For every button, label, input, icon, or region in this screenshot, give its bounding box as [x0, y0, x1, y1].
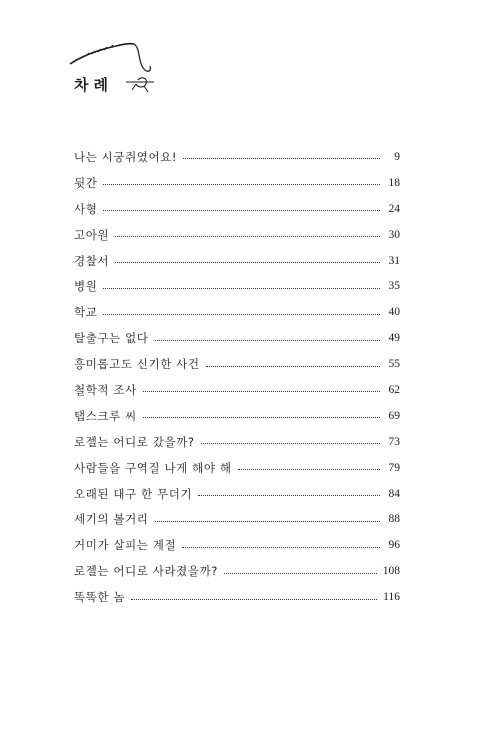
dot-leader	[103, 210, 380, 211]
toc-entry	[74, 377, 400, 403]
toc-entry-title: 탭스크루 씨	[74, 408, 137, 423]
table-of-contents	[74, 144, 400, 610]
toc-entry-title: 나는 시궁쥐였어요!	[74, 149, 178, 164]
toc-entry-page: 96	[388, 539, 400, 552]
toc-entry-title: 병원	[74, 279, 98, 294]
toc-entry-page: 116	[383, 591, 400, 604]
toc-entry	[74, 351, 400, 377]
toc-header	[64, 38, 184, 108]
toc-entry-page: 69	[388, 409, 400, 422]
toc-entry-title: 경찰서	[74, 253, 110, 268]
dot-leader	[143, 417, 380, 418]
toc-entry-page: 35	[388, 280, 400, 293]
dot-leader	[201, 443, 380, 444]
toc-entry-title: 학교	[74, 305, 98, 320]
toc-entry-page: 84	[388, 487, 400, 500]
toc-entry-title: 로젤는 어디로 갔을까?	[74, 434, 195, 449]
toc-entry-page: 79	[388, 461, 400, 474]
toc-entry	[74, 558, 400, 584]
dot-leader	[182, 547, 380, 548]
toc-entry-title: 철학적 조사	[74, 382, 137, 397]
dot-leader	[198, 495, 380, 496]
toc-entry-title: 사형	[74, 201, 98, 216]
toc-entry-title: 세기의 볼거리	[74, 512, 149, 527]
toc-entry	[74, 506, 400, 532]
toc-entry-page: 88	[388, 513, 400, 526]
toc-entry-title: 고아원	[74, 227, 110, 242]
toc-entry-page: 108	[382, 565, 400, 578]
toc-entry	[74, 403, 400, 429]
dot-leader	[238, 469, 380, 470]
toc-entry-page: 31	[388, 254, 400, 267]
toc-entry	[74, 273, 400, 299]
dot-leader	[115, 236, 380, 237]
toc-entry-title: 똑똑한 놈	[74, 590, 126, 605]
toc-entry	[74, 299, 400, 325]
whip-tail-decoration-icon	[64, 38, 184, 108]
toc-entry-title: 오래된 대구 한 무더기	[74, 486, 193, 501]
toc-entry-title: 로젤는 어디로 사라졌을까?	[74, 564, 219, 579]
dot-leader	[143, 391, 380, 392]
toc-entry	[74, 481, 400, 507]
toc-entry	[74, 584, 400, 610]
toc-entry-page: 30	[388, 228, 400, 241]
toc-entry	[74, 248, 400, 274]
toc-entry	[74, 429, 400, 455]
toc-entry-page: 62	[388, 383, 400, 396]
dot-leader	[115, 262, 380, 263]
dot-leader	[224, 573, 377, 574]
toc-entry	[74, 532, 400, 558]
dot-leader	[103, 314, 380, 315]
toc-entry	[74, 455, 400, 481]
toc-entry	[74, 144, 400, 170]
toc-entry	[74, 325, 400, 351]
page-title: 차례	[74, 76, 113, 94]
dot-leader	[103, 288, 380, 289]
toc-entry-page: 9	[394, 150, 400, 163]
toc-entry	[74, 170, 400, 196]
toc-entry-title: 사람들을 구역질 나게 해야 해	[74, 460, 232, 475]
dot-leader	[155, 340, 380, 341]
toc-entry	[74, 196, 400, 222]
toc-entry-page: 49	[388, 332, 400, 345]
toc-entry	[74, 222, 400, 248]
dot-leader	[206, 366, 380, 367]
toc-entry-title: 탈출구는 없다	[74, 331, 149, 346]
dot-leader	[183, 158, 380, 159]
toc-entry-page: 40	[388, 306, 400, 319]
toc-entry-page: 18	[388, 176, 400, 189]
toc-entry-page: 73	[388, 435, 400, 448]
dot-leader	[131, 599, 377, 600]
toc-entry-page: 24	[388, 202, 400, 215]
toc-entry-title: 거미가 살피는 계절	[74, 538, 177, 553]
toc-entry-title: 흥미롭고도 신기한 사건	[74, 357, 200, 372]
toc-entry-page: 55	[388, 358, 400, 371]
dot-leader	[103, 184, 380, 185]
toc-entry-title: 뒷간	[74, 175, 98, 190]
dot-leader	[155, 521, 380, 522]
